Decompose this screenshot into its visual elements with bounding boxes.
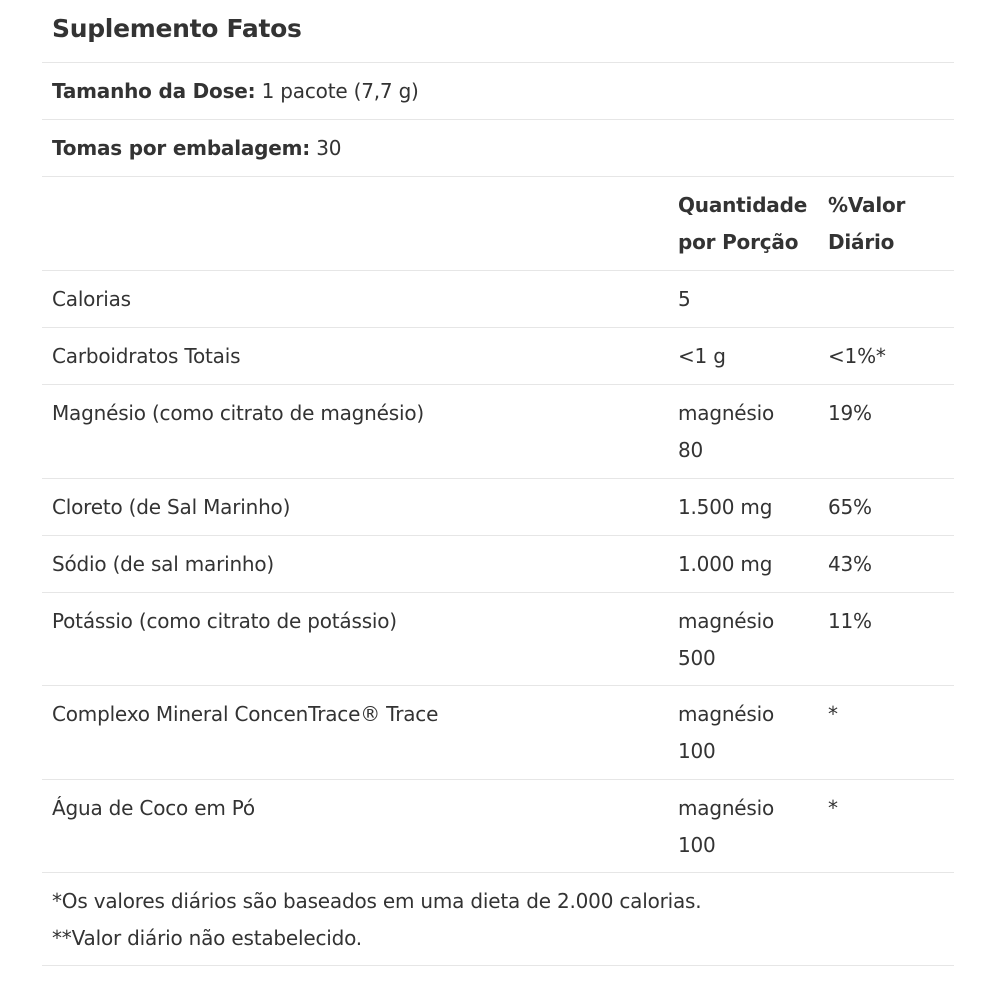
supplement-facts-panel [42, 0, 954, 1000]
amount-header-line2: por Porção [678, 230, 799, 254]
nutrient-name: Magnésio (como citrato de magnésio) [52, 401, 424, 425]
nutrient-name: Sódio (de sal marinho) [52, 552, 275, 576]
table-row [42, 592, 954, 685]
nutrient-amount [678, 281, 814, 318]
nutrient-name: Cloreto (de Sal Marinho) [52, 495, 291, 519]
serving-size [52, 73, 662, 110]
nutrient-daily-value: 11% [828, 609, 872, 633]
amount-header [678, 187, 814, 261]
nutrient-name: Carboidratos Totais [52, 344, 241, 368]
nutrient-name: Potássio (como citrato de potássio) [52, 609, 397, 633]
nutrient-name: Água de Coco em Pó [52, 796, 255, 820]
nutrient-amount [678, 395, 814, 469]
serving-size-label: Tamanho da Dose: [52, 79, 256, 103]
nutrient-amount [678, 603, 814, 677]
nutrient-name: Calorias [52, 287, 131, 311]
daily-value-header-line2: Diário [828, 230, 895, 254]
nutrient-amount-line1: <1 g [678, 344, 726, 368]
nutrient-amount [678, 790, 814, 864]
nutrient-daily-value: 65% [828, 495, 872, 519]
nutrient-amount [678, 338, 814, 375]
nutrient-daily-value: * [828, 702, 838, 726]
table-row [42, 384, 954, 478]
nutrient-amount [678, 546, 814, 583]
servings-per-container-value: 30 [310, 136, 342, 160]
daily-value-header [828, 187, 948, 261]
nutrient-amount-line1: magnésio [678, 401, 775, 425]
footnote-daily-values: *Os valores diários são baseados em uma dieta de 2.000 calorias. [52, 889, 702, 913]
nutrient-amount-line1: magnésio [678, 702, 775, 726]
table-row [42, 478, 954, 535]
footnote-not-established: **Valor diário não estabelecido. [52, 926, 362, 950]
panel-title: Suplemento Fatos [52, 14, 302, 43]
table-row [42, 685, 954, 779]
nutrient-daily-value: 19% [828, 401, 872, 425]
amount-header-line1: Quantidade [678, 193, 808, 217]
servings-per-container-row [42, 119, 954, 176]
nutrient-amount-line2: 100 [678, 833, 716, 857]
nutrient-daily-value: * [828, 796, 838, 820]
serving-size-value: 1 pacote (7,7 g) [255, 79, 419, 103]
nutrient-amount-line1: 1.500 mg [678, 495, 773, 519]
nutrient-amount-line1: 5 [678, 287, 691, 311]
table-row [42, 327, 954, 384]
nutrient-amount-line1: magnésio [678, 796, 775, 820]
nutrient-daily-value: 43% [828, 552, 872, 576]
nutrient-amount [678, 696, 814, 770]
footnotes [42, 872, 954, 966]
nutrient-amount-line1: magnésio [678, 609, 775, 633]
table-header-row [42, 176, 954, 270]
nutrient-amount-line2: 500 [678, 646, 716, 670]
servings-per-container-label: Tomas por embalagem: [52, 136, 311, 160]
nutrient-amount-line1: 1.000 mg [678, 552, 773, 576]
servings-per-container [52, 130, 662, 167]
nutrient-amount [678, 489, 814, 526]
nutrient-amount-line2: 80 [678, 438, 704, 462]
nutrient-name: Complexo Mineral ConcenTrace® Trace [52, 702, 439, 726]
nutrient-daily-value: <1%* [828, 344, 886, 368]
nutrient-amount-line2: 100 [678, 739, 716, 763]
serving-size-row [42, 62, 954, 119]
table-row [42, 535, 954, 592]
table-row [42, 270, 954, 327]
daily-value-header-line1: %Valor [828, 193, 906, 217]
table-row [42, 779, 954, 872]
